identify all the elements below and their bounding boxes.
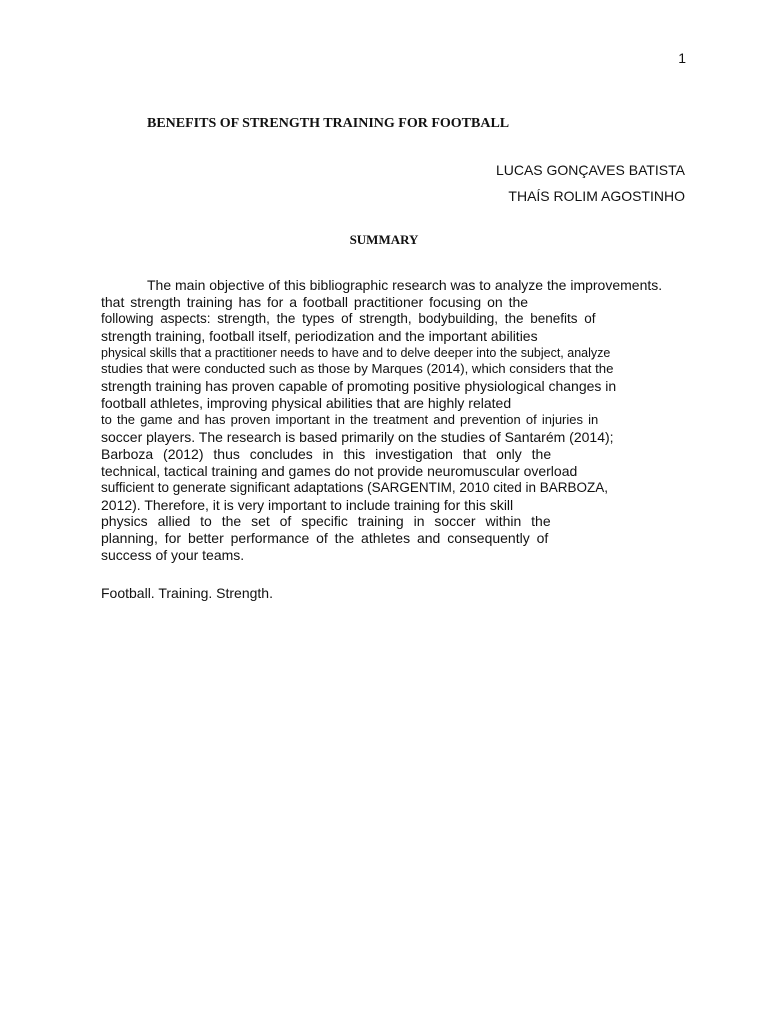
document-title: BENEFITS OF STRENGTH TRAINING FOR FOOTBALL	[147, 116, 510, 131]
abstract-line: that strength training has for a football practitioner focusing on the	[101, 293, 529, 310]
abstract-body	[101, 277, 713, 564]
abstract-line: physical skills that a practitioner needs to have and to delve deeper into the subject, analyze	[101, 345, 611, 360]
abstract-line: following aspects: strength, the types of strength, bodybuilding, the benefits of	[101, 310, 596, 326]
keywords: Football. Training. Strength.	[101, 585, 273, 601]
summary-heading: SUMMARY	[349, 232, 419, 247]
author-list	[496, 161, 685, 213]
abstract-line: studies that were conducted such as those by Marques (2014), which considers that the	[101, 361, 614, 377]
abstract-line: success of your teams.	[101, 547, 245, 564]
author-name: LUCAS GONÇAVES BATISTA	[495, 162, 685, 178]
abstract-line: The main objective of this bibliographic research was to analyze the improvements.	[147, 277, 663, 293]
abstract-line: Barboza (2012) thus concludes in this investigation that only the	[101, 445, 552, 462]
abstract-line: technical, tactical training and games do not provide neuromuscular overload	[101, 462, 578, 479]
page-number: 1	[678, 50, 686, 66]
author-name: THAÍS ROLIM AGOSTINHO	[508, 188, 685, 204]
abstract-line: soccer players. The research is based primarily on the studies of Santarém (2014);	[101, 429, 614, 446]
abstract-line: football athletes, improving physical abilities that are highly related	[101, 395, 512, 412]
abstract-line: strength training has proven capable of promoting positive physiological changes in	[101, 378, 617, 395]
abstract-line: planning, for better performance of the athletes and consequently of	[101, 530, 549, 547]
abstract-line: to the game and has proven important in the treatment and prevention of injuries in	[101, 412, 599, 428]
abstract-line: sufficient to generate significant adaptations (SARGENTIM, 2010 cited in BARBOZA,	[101, 479, 609, 495]
abstract-line: physics allied to the set of specific training in soccer within the	[101, 513, 551, 530]
abstract-line: 2012). Therefore, it is very important to include training for this skill	[101, 496, 514, 513]
abstract-line: strength training, football itself, periodization and the important abilities	[101, 327, 538, 344]
